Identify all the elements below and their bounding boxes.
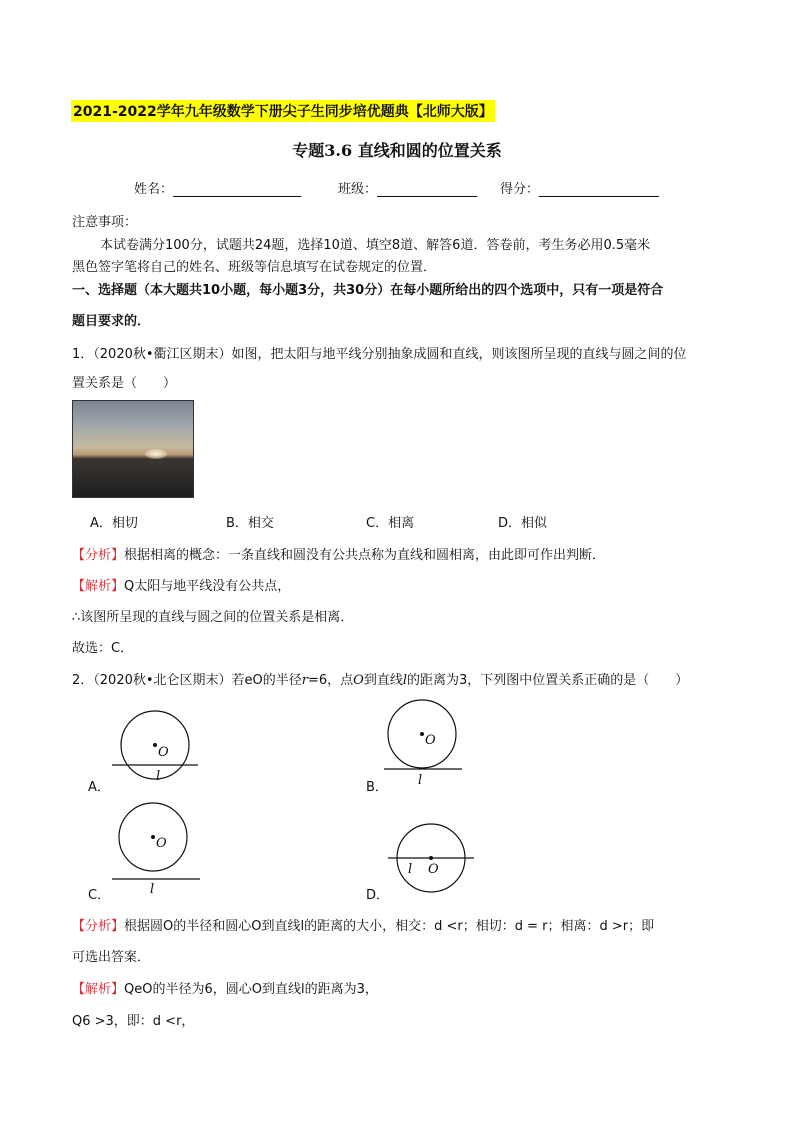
- series-banner: 2021-2022学年九年级数学下册尖子生同步培优题典【北师大版】: [71, 100, 495, 122]
- q2-stem-r: r: [301, 673, 308, 688]
- q1-option-d: D．相似: [498, 516, 548, 531]
- class-label: 班级：: [338, 182, 378, 197]
- q1-option-a: A．相切: [90, 516, 138, 531]
- sunset-photo: [72, 400, 194, 498]
- center-dot: [420, 732, 424, 736]
- score-field: [500, 178, 659, 197]
- q2-stem-part-4: 的距离为3，下列图中位置关系正确的是（ ）: [407, 673, 689, 688]
- q1-solution-text-1: Q太阳与地平线没有公共点，: [124, 579, 291, 594]
- q2-stem-o: O: [353, 673, 364, 688]
- notice-line-1: 本试卷满分100分，试题共24题，选择10道、填空8道、解答6道．答卷前，考生务必用0.5毫米: [100, 238, 651, 253]
- sun-glow: [145, 449, 167, 459]
- label-l: l: [150, 882, 155, 895]
- q2-option-b-label: B．: [366, 780, 388, 795]
- q1-stem-line-2: 置关系是（ ）: [72, 376, 177, 391]
- q2-analysis-tag: 【分析】: [72, 919, 125, 934]
- q2-solution-text-1: QeO的半径为6，圆心O到直线l的距离为3，: [124, 982, 378, 997]
- label-l: l: [408, 862, 413, 877]
- label-o: O: [158, 745, 169, 760]
- q2-stem-l: l: [402, 673, 408, 688]
- q2-option-c-label: C．: [88, 888, 111, 903]
- q1-analysis: [72, 544, 605, 563]
- q2-solution-1: [72, 978, 378, 997]
- q2-figure-b: [380, 697, 470, 787]
- q2-stem: [72, 669, 688, 688]
- label-o: O: [425, 733, 436, 748]
- q1-option-c: C．相离: [366, 516, 415, 531]
- section-heading-line-2: 题目要求的．: [72, 314, 151, 329]
- q2-figure-c: [110, 800, 205, 895]
- name-field: [134, 178, 301, 197]
- score-blank: [539, 182, 659, 197]
- name-blank: [173, 182, 301, 197]
- notice-heading: 注意事项：: [72, 215, 138, 230]
- q2-option-d-label: D．: [366, 888, 390, 903]
- q1-analysis-text: 根据相离的概念：一条直线和圆没有公共点称为直线和圆相离，由此即可作出判断．: [124, 548, 606, 563]
- q1-answer: 故选：C．: [72, 641, 134, 656]
- q1-option-b: B．相交: [226, 516, 274, 531]
- notice-line-2: 黑色签字笔将自己的姓名、班级等信息填写在试卷规定的位置．: [72, 260, 437, 275]
- q1-solution-tag: 【解析】: [72, 579, 125, 594]
- q2-figure-a: [110, 705, 205, 787]
- q2-solution-tag: 【解析】: [72, 982, 125, 997]
- q1-analysis-tag: 【分析】: [72, 548, 125, 563]
- q2-stem-part-1: 2．（2020秋•北仑区期末）若eO的半径: [72, 673, 302, 688]
- center-dot: [151, 835, 155, 839]
- q2-analysis-2: 可选出答案．: [72, 950, 151, 965]
- q2-stem-part-2: =6，点: [307, 673, 354, 688]
- class-blank: [377, 182, 477, 197]
- q2-analysis-1: [72, 915, 654, 934]
- class-field: [338, 178, 477, 197]
- q1-stem-line-1: 1．（2020秋•衢江区期末）如图，把太阳与地平线分别抽象成圆和直线，则该图所呈现的直线与圆之间的位: [72, 347, 687, 362]
- label-o: O: [428, 862, 439, 877]
- section-heading-line-1: 一、选择题（本大题共10小题，每小题3分，共30分）在每小题所给出的四个选项中，只有一项是符合: [72, 283, 664, 298]
- page-title: 专题3.6 直线和圆的位置关系: [292, 141, 502, 160]
- label-o: O: [156, 836, 167, 851]
- label-l: l: [156, 769, 161, 784]
- center-dot: [429, 856, 433, 860]
- q1-solution-2: ∴该图所呈现的直线与圆之间的位置关系是相离．: [72, 610, 354, 625]
- center-dot: [153, 743, 157, 747]
- q2-analysis-text-1: 根据圆O的半径和圆心O到直线l的距离的大小，相交：d <r；相切：d = r；相离：d >r；即: [124, 919, 655, 934]
- q2-stem-part-3: 到直线: [363, 673, 403, 688]
- q2-figure-d: [384, 820, 479, 895]
- q2-solution-2: Q6 >3，即：d <r，: [72, 1014, 195, 1029]
- label-l: l: [418, 773, 423, 787]
- score-label: 得分：: [500, 182, 540, 197]
- q1-solution-1: [72, 575, 290, 594]
- q2-option-a-label: A．: [88, 780, 110, 795]
- name-label: 姓名：: [134, 182, 174, 197]
